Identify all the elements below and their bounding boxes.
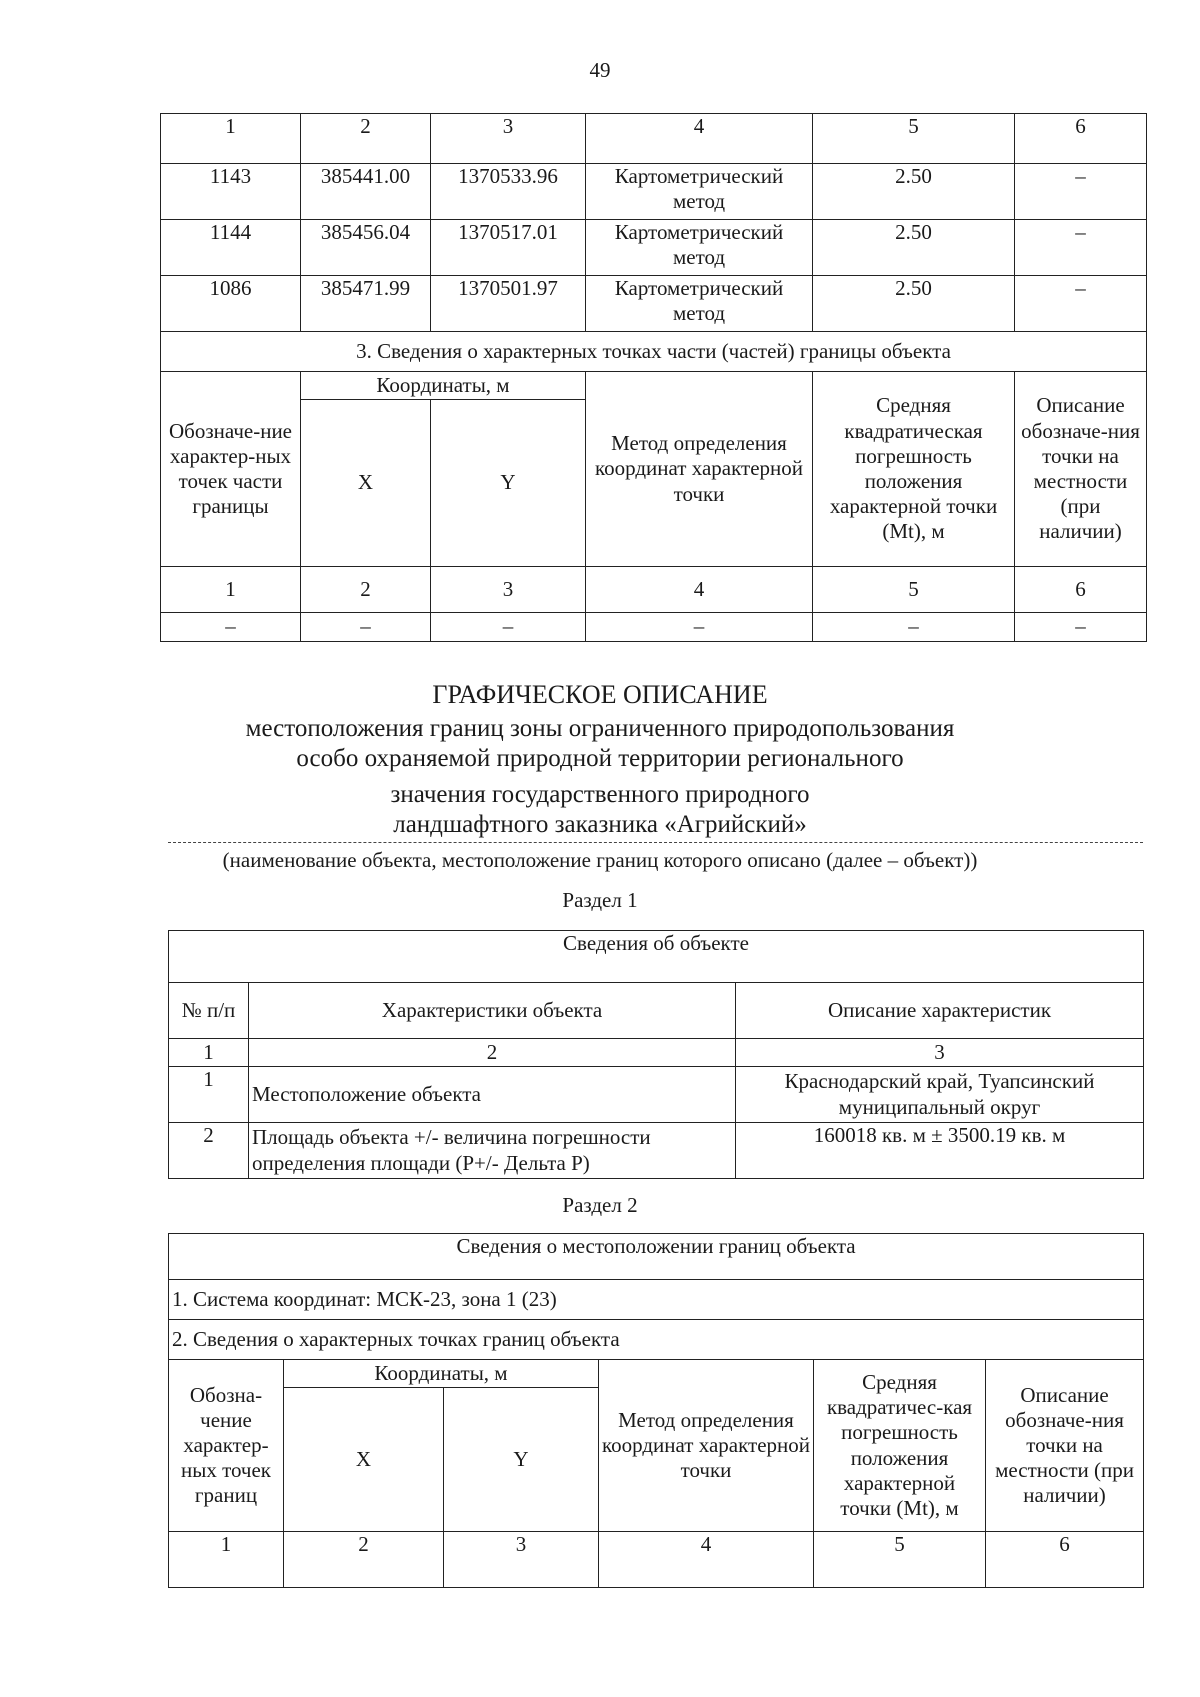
- description: –: [1015, 164, 1147, 220]
- num-header: № п/п: [169, 983, 249, 1039]
- cell: 2: [284, 1532, 444, 1588]
- error: 2.50: [813, 164, 1015, 220]
- error: 2.50: [813, 276, 1015, 332]
- point-id: 1143: [161, 164, 301, 220]
- description: –: [1015, 276, 1147, 332]
- document-heading: ГРАФИЧЕСКОЕ ОПИСАНИЕ: [432, 680, 768, 709]
- cell: 4: [586, 567, 813, 613]
- boundary-points-table: [160, 113, 1147, 642]
- error-header: Средняя квадратичес-кая погрешность положения характерной точки (Mt), м: [814, 1360, 986, 1532]
- title-underline: [168, 842, 1143, 843]
- cell: 1: [161, 567, 301, 613]
- object-info-table: [168, 930, 1144, 1179]
- table-row: [161, 276, 1147, 332]
- cell: 1: [169, 1039, 249, 1067]
- coord-y: 1370533.96: [431, 164, 586, 220]
- cell: 1: [161, 114, 301, 164]
- coord-system: 1. Система координат: МСК-23, зона 1 (23): [169, 1280, 1144, 1320]
- row-desc: 160018 кв. м ± 3500.19 кв. м: [736, 1123, 1144, 1179]
- row-char: Площадь объекта +/- величина погрешности определения площади (P+/- Дельта P): [249, 1123, 736, 1179]
- cell: 3: [431, 567, 586, 613]
- table-row: [169, 1123, 1144, 1179]
- section-title: 3. Сведения о характерных точках части (частей) границы объекта: [161, 332, 1147, 372]
- cell: –: [161, 613, 301, 642]
- y-header: Y: [444, 1388, 599, 1532]
- row-num: 2: [169, 1123, 249, 1179]
- table-title: Сведения об объекте: [169, 931, 1144, 983]
- cell: –: [1015, 613, 1147, 642]
- column-numbers-row: [169, 1532, 1144, 1588]
- header-row: [161, 372, 1147, 400]
- title-line: значения государственного природного: [390, 781, 810, 808]
- section-1-label: Раздел 1: [562, 888, 638, 912]
- designation-header: Обозна-чение характер-ных точек границ: [169, 1360, 284, 1532]
- cell: 3: [736, 1039, 1144, 1067]
- description-header: Описание обозначе-ния точки на местности (при наличии): [1015, 372, 1147, 567]
- method-header: Метод определения координат характерной точки: [599, 1360, 814, 1532]
- table-row: [161, 164, 1147, 220]
- cell: 5: [813, 114, 1015, 164]
- table-row: [169, 1067, 1144, 1123]
- cell: 3: [431, 114, 586, 164]
- coords-header: Координаты, м: [301, 372, 586, 400]
- point-id: 1144: [161, 220, 301, 276]
- point-id: 1086: [161, 276, 301, 332]
- coord-y: 1370501.97: [431, 276, 586, 332]
- column-numbers-row: [161, 567, 1147, 613]
- row-desc: Краснодарский край, Туапсинский муниципальный округ: [736, 1067, 1144, 1123]
- method: Картометрический метод: [586, 164, 813, 220]
- cell: –: [586, 613, 813, 642]
- cell: 3: [444, 1532, 599, 1588]
- title-caption: (наименование объекта, местоположение границ которого описано (далее – объект)): [222, 848, 978, 872]
- section-title-row: [161, 332, 1147, 372]
- cell: 2: [301, 114, 431, 164]
- designation-header: Обозначе-ние характер-ных точек части границы: [161, 372, 301, 567]
- coord-x: 385456.04: [301, 220, 431, 276]
- method-header: Метод определения координат характерной точки: [586, 372, 813, 567]
- cell: 2: [301, 567, 431, 613]
- method: Картометрический метод: [586, 276, 813, 332]
- coord-system-row: [169, 1280, 1144, 1320]
- x-header: X: [284, 1388, 444, 1532]
- section-2-label: Раздел 2: [562, 1193, 638, 1217]
- column-numbers-row: [169, 1039, 1144, 1067]
- cell: –: [431, 613, 586, 642]
- cell: 6: [1015, 114, 1147, 164]
- coord-x: 385441.00: [301, 164, 431, 220]
- points-title: 2. Сведения о характерных точках границ объекта: [169, 1320, 1144, 1360]
- cell: 2: [249, 1039, 736, 1067]
- column-numbers-row: [161, 114, 1147, 164]
- description-header: Описание обозначе-ния точки на местности (при наличии): [986, 1360, 1144, 1532]
- header-row: [169, 983, 1144, 1039]
- x-header: X: [301, 400, 431, 567]
- y-header: Y: [431, 400, 586, 567]
- title-line: особо охраняемой природной территории регионального: [296, 745, 904, 772]
- table-row: [161, 220, 1147, 276]
- row-char: Местоположение объекта: [249, 1067, 736, 1123]
- cell: 5: [813, 567, 1015, 613]
- points-title-row: [169, 1320, 1144, 1360]
- table-title-row: [169, 931, 1144, 983]
- row-num: 1: [169, 1067, 249, 1123]
- table-row: [161, 613, 1147, 642]
- page-number: 49: [589, 58, 611, 82]
- cell: 6: [1015, 567, 1147, 613]
- title-line: местоположения границ зоны ограниченного природопользования: [245, 715, 955, 742]
- cell: 6: [986, 1532, 1144, 1588]
- coord-y: 1370517.01: [431, 220, 586, 276]
- char-header: Характеристики объекта: [249, 983, 736, 1039]
- cell: –: [813, 613, 1015, 642]
- table-title: Сведения о местоположении границ объекта: [169, 1234, 1144, 1280]
- cell: 4: [599, 1532, 814, 1588]
- boundary-location-table: [168, 1233, 1144, 1588]
- cell: 5: [814, 1532, 986, 1588]
- cell: 1: [169, 1532, 284, 1588]
- coord-x: 385471.99: [301, 276, 431, 332]
- cell: 4: [586, 114, 813, 164]
- coords-header: Координаты, м: [284, 1360, 599, 1388]
- header-row: [169, 1360, 1144, 1388]
- error: 2.50: [813, 220, 1015, 276]
- description: –: [1015, 220, 1147, 276]
- error-header: Средняя квадратическая погрешность положения характерной точки (Mt), м: [813, 372, 1015, 567]
- method: Картометрический метод: [586, 220, 813, 276]
- title-line: ландшафтного заказника «Агрийский»: [393, 811, 807, 838]
- table-title-row: [169, 1234, 1144, 1280]
- desc-header: Описание характеристик: [736, 983, 1144, 1039]
- cell: –: [301, 613, 431, 642]
